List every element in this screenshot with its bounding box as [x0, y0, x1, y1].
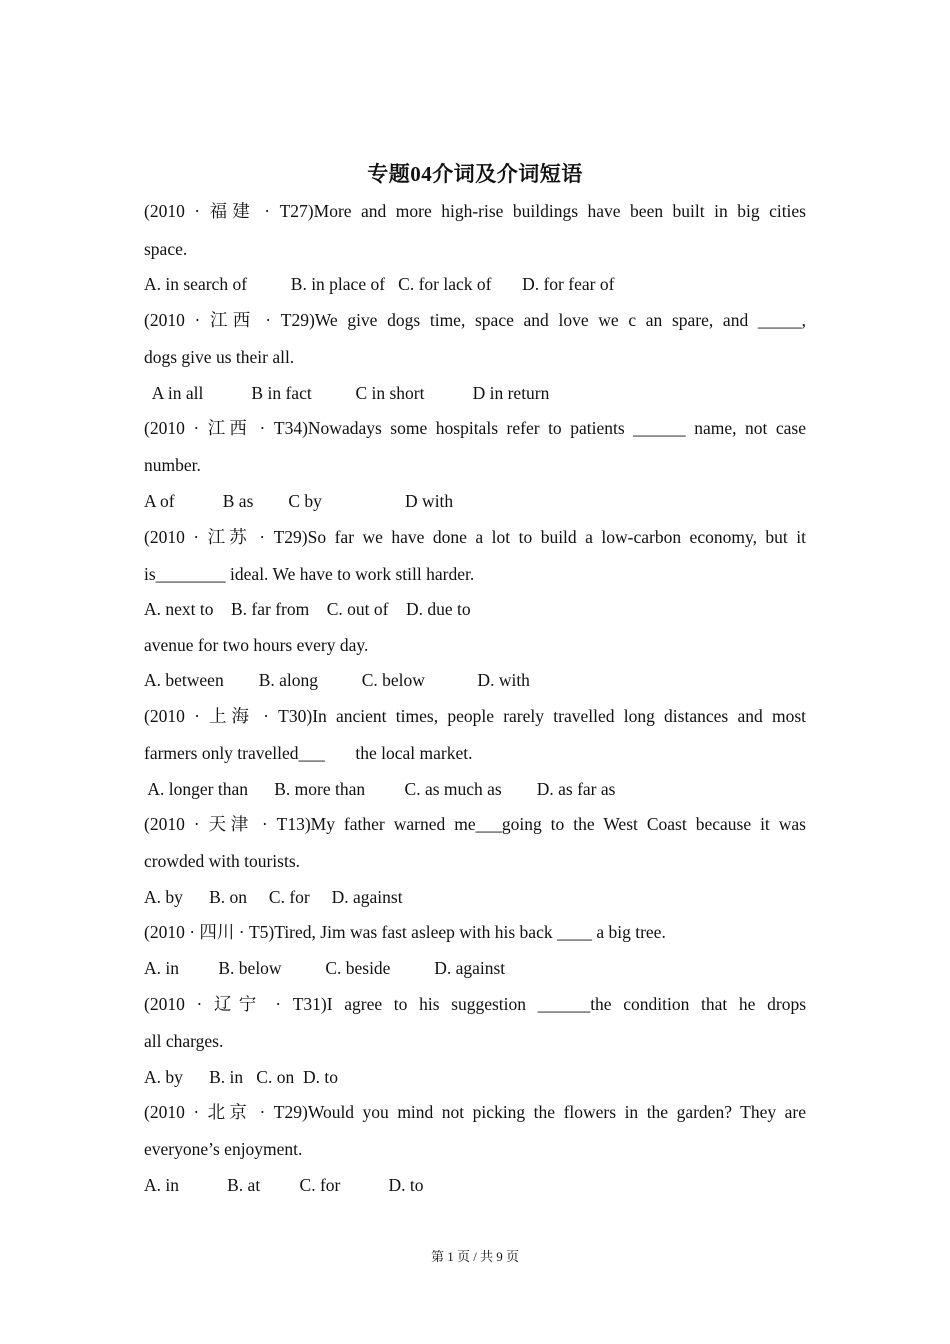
page-footer: 第 1 页 / 共 9 页 [430, 1249, 520, 1264]
question-line: crowded with tourists. [144, 851, 301, 871]
options-line: A. by B. on C. for D. against [144, 887, 403, 907]
question-line: (2010 · 江苏 · T29)So far we have done a lot to build a low-carbon economy, but it [144, 527, 806, 547]
options-line: A. by B. in C. on D. to [144, 1067, 338, 1087]
question-line: (2010 · 福建 · T27)More and more high-rise buildings have been built in big cities [144, 201, 806, 221]
question-line: avenue for two hours every day. [144, 635, 369, 655]
question-line: all charges. [144, 1031, 224, 1051]
page-title: 专题04介词及介词短语 [367, 162, 583, 186]
question-line: (2010 · 四川 · T5)Tired, Jim was fast asleep with his back ____ a big tree. [144, 922, 666, 942]
question-line: (2010 · 天津 · T13)My father warned me___going to the West Coast because it was [144, 814, 806, 834]
question-line: everyone’s enjoyment. [144, 1139, 303, 1159]
question-line: (2010 · 上海 · T30)In ancient times, people rarely travelled long distances and most [144, 706, 806, 726]
question-line: is________ ideal. We have to work still harder. [144, 564, 475, 584]
question-line: (2010 · 江西 · T29)We give dogs time, space and love we c an spare, and _____, [144, 310, 806, 330]
options-line: A. in B. below C. beside D. against [144, 958, 506, 978]
options-line: A. in B. at C. for D. to [144, 1175, 424, 1195]
options-line: A. between B. along C. below D. with [144, 670, 530, 690]
question-line: farmers only travelled___ the local market. [144, 743, 473, 763]
question-line: (2010 · 江西 · T34)Nowadays some hospitals refer to patients ______ name, not case [144, 418, 806, 438]
question-line: number. [144, 455, 201, 475]
options-line: A. in search of B. in place of C. for lack of D. for fear of [144, 274, 615, 294]
question-line: dogs give us their all. [144, 347, 295, 367]
options-line: A. longer than B. more than C. as much as D. as far as [144, 779, 616, 799]
options-line: A. next to B. far from C. out of D. due to [144, 599, 471, 619]
question-line: (2010 · 辽宁 · T31)I agree to his suggestion ______the condition that he drops [144, 994, 806, 1014]
question-line: space. [144, 239, 188, 259]
question-line: (2010 · 北京 · T29)Would you mind not picking the flowers in the garden? They are [144, 1102, 806, 1122]
options-line: A of B as C by D with [144, 491, 454, 511]
options-line: A in all B in fact C in short D in return [144, 383, 550, 403]
